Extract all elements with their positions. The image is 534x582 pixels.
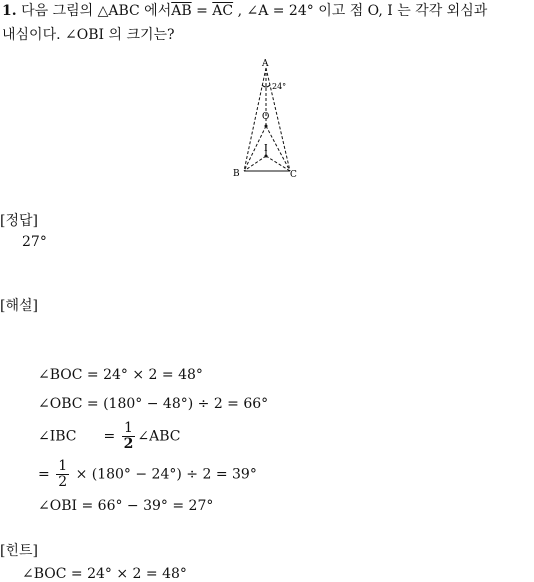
label-angle: 24° <box>272 82 287 91</box>
solution-line-3-prefix: ∠IBC <box>38 428 77 445</box>
problem-text-1a: 다음 그림의 △ABC 에서 <box>21 3 172 19</box>
solution-line-4-prefix: = <box>38 466 50 483</box>
answer-value: 27° <box>22 234 47 250</box>
label-o: O <box>262 112 270 122</box>
segment-ab: $\overline{AB}$ <box>171 3 192 19</box>
segment-ac: $\overline{AC}$ <box>212 3 234 19</box>
problem-line-1 <box>2 0 487 20</box>
hint-header: [힌트] <box>0 543 38 559</box>
segment-oc <box>266 126 290 171</box>
problem-number: 1. <box>2 3 17 19</box>
solution-line-5: ∠OBI = 66° − 39° = 27° <box>38 498 214 514</box>
problem-line-2 <box>2 24 175 44</box>
solution-line-4-suffix: × (180° − 24°) ÷ 2 = 39° <box>75 466 257 483</box>
solution-line-1: ∠BOC = 24° × 2 = 48° <box>38 367 203 383</box>
hint-line-1: ∠BOC = 24° × 2 = 48° <box>22 566 187 582</box>
solution-line-3-eq: = <box>103 428 116 445</box>
fraction-half-2: $\frac{1}{2}$ <box>58 458 68 490</box>
solution-line-4 <box>38 459 257 490</box>
solution-line-3 <box>38 421 180 452</box>
label-i: I <box>264 144 268 154</box>
solution-line-3-suffix: ∠ABC <box>137 428 181 445</box>
label-c: C <box>290 170 297 180</box>
label-b: B <box>233 169 240 179</box>
segment-ob <box>244 126 266 171</box>
triangle-figure <box>228 56 308 180</box>
equals-sign: = <box>196 3 208 19</box>
fraction-half-1: $\frac{1}{2}$ <box>123 420 134 452</box>
problem-text-1b: , ∠A = 24° 이고 점 O, I 는 각각 외심과 <box>237 3 488 19</box>
answer-header: [정답] <box>0 213 38 229</box>
label-a: A <box>262 59 269 69</box>
point-i-dot <box>265 155 268 158</box>
problem-text-2: 내심이다. ∠OBI 의 크기는? <box>2 27 175 43</box>
solution-header: [해설] <box>0 298 38 314</box>
solution-line-2: ∠OBC = (180° − 48°) ÷ 2 = 66° <box>38 396 269 412</box>
point-o-dot <box>265 125 268 128</box>
